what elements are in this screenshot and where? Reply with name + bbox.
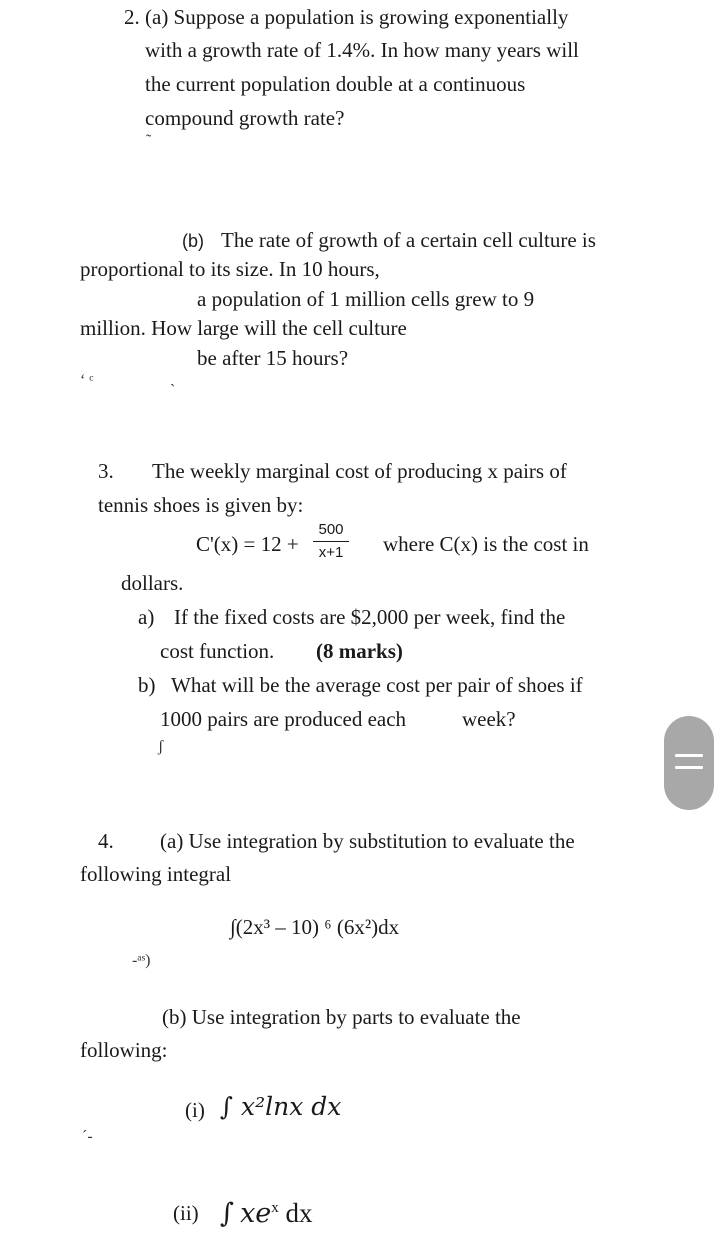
q4a-line2: following integral	[80, 862, 232, 886]
q2b-line3: a population of 1 million cells grew to 9	[197, 287, 535, 311]
q2b-line5: be after 15 hours?	[197, 346, 349, 370]
q4a-integral: ∫(2x³ – 10) ⁶ (6x²)dx	[230, 915, 400, 939]
stray-mark: ˊ-	[82, 1128, 93, 1145]
q3a-marks: (8 marks)	[316, 639, 403, 663]
q4-number: 4.	[98, 829, 114, 853]
q2a-line4: compound growth rate?	[145, 106, 345, 130]
stray-mark: ʃ	[158, 738, 164, 755]
grip-line	[675, 766, 703, 769]
q3-formula-lhs: C'(x) = 12 +	[196, 532, 299, 556]
stray-mark: ˎ	[170, 370, 176, 387]
q2b-label: (b)	[182, 231, 204, 251]
q3-fraction-denominator: x+1	[318, 544, 344, 561]
stray-mark: ˜	[146, 132, 152, 149]
q3b-line2: 1000 pairs are produced each	[160, 707, 407, 731]
q3a-label: a)	[138, 605, 155, 629]
q3-fraction-numerator: 500	[318, 521, 344, 538]
q2b-line4: million. How large will the cell culture	[80, 316, 407, 340]
q3-line2: tennis shoes is given by:	[98, 493, 304, 517]
q2b-line2: proportional to its size. In 10 hours,	[80, 257, 380, 281]
integrand-var: xe	[240, 1198, 272, 1229]
q3-line1: The weekly marginal cost of producing x pairs of	[152, 459, 567, 483]
q3a-line1: If the fixed costs are $2,000 per week, find the	[174, 605, 566, 629]
q3b-label: b)	[138, 673, 156, 697]
q4b-i-label: (i)	[185, 1098, 205, 1122]
q4a-line1: (a) Use integration by substitution to evaluate the	[160, 829, 575, 853]
drag-handle-icon[interactable]	[664, 716, 714, 810]
q4b-ii-integral	[220, 1192, 313, 1230]
q2b-line1: The rate of growth of a certain cell culture is	[221, 228, 596, 252]
integrand-dx: dx	[278, 1198, 313, 1228]
integrand-exponent: x	[271, 1200, 279, 1216]
q3-fraction-bar	[313, 541, 349, 542]
q2a-line2: with a growth rate of 1.4%. In how many years will	[145, 38, 579, 62]
integral-symbol: ∫	[220, 1198, 235, 1229]
q2a-line1: 2. (a) Suppose a population is growing exponentially	[124, 5, 569, 29]
q4b-i-integral: ∫ x²lnx dx	[220, 1092, 342, 1121]
grip-line	[675, 754, 703, 757]
q3-number: 3.	[98, 459, 114, 483]
q4b-line1: (b) Use integration by parts to evaluate the	[162, 1005, 521, 1029]
q3b-line2-end: week?	[462, 707, 516, 731]
q3a-line2: cost function.	[160, 639, 275, 663]
q4b-ii-label: (ii)	[173, 1201, 199, 1225]
q3b-line1: What will be the average cost per pair of shoes if	[171, 673, 583, 697]
q3-fraction	[313, 521, 349, 562]
q4b-line2: following:	[80, 1038, 168, 1062]
q3-formula-rhs: where C(x) is the cost in	[383, 532, 589, 556]
q2a-line3: the current population double at a continuous	[145, 72, 526, 96]
q3-line3: dollars.	[121, 571, 184, 595]
stray-mark: ‘ ᶜ	[80, 372, 94, 389]
stray-mark: -ᵃˢ)	[132, 952, 151, 969]
